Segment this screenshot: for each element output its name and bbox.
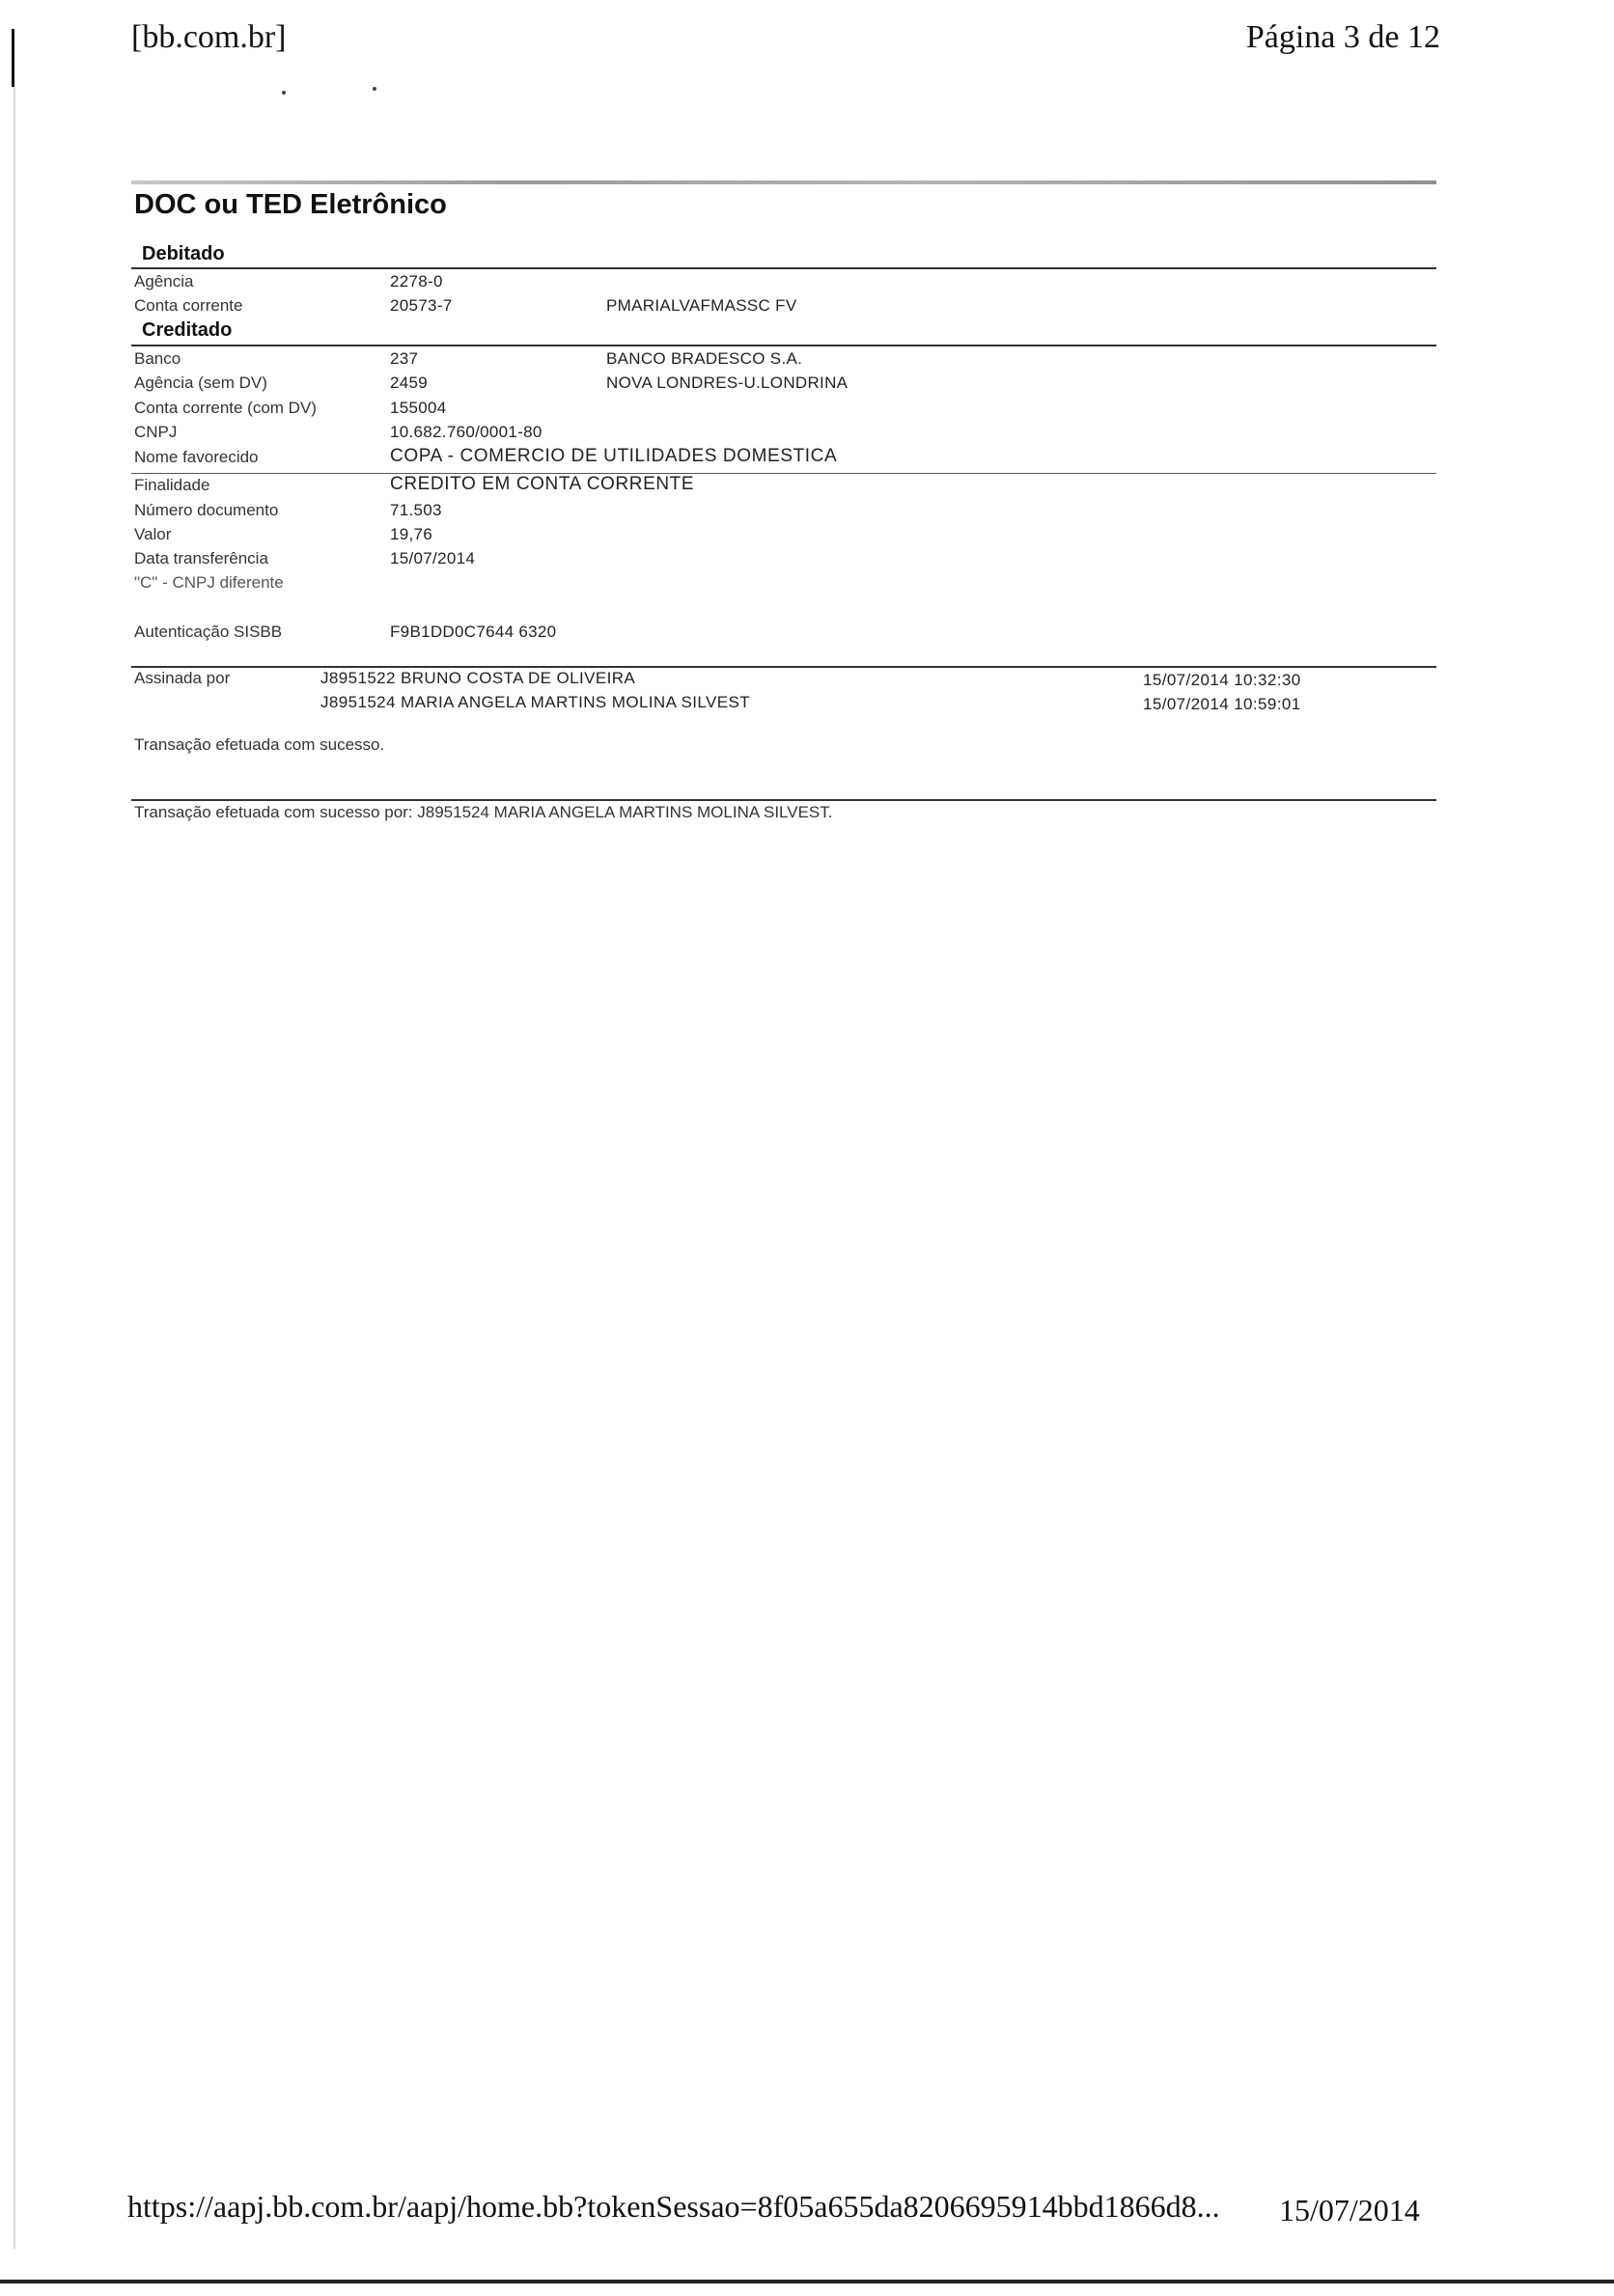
cnpj-note: "C" - CNPJ diferente: [134, 573, 284, 592]
numero-documento-value: 71.503: [390, 501, 442, 519]
data-transferencia-label: Data transferência: [134, 549, 268, 567]
cnpj-value: 10.682.760/0001-80: [390, 423, 543, 441]
nome-favorecido-value: COPA - COMERCIO DE UTILIDADES DOMESTICA: [390, 446, 838, 466]
divider: [131, 799, 1436, 801]
assinada-por-label: Assinada por: [134, 669, 231, 687]
nome-favorecido-label: Nome favorecido: [134, 448, 259, 466]
data-transferencia-value: 15/07/2014: [390, 549, 476, 567]
agencia-name: NOVA LONDRES-U.LONDRINA: [606, 373, 849, 392]
divider: [131, 345, 1436, 346]
valor-value: 19,76: [390, 525, 433, 543]
banco-code: 237: [390, 349, 419, 368]
title-rule: [131, 180, 1436, 184]
divider: [131, 666, 1436, 668]
scan-speck: [282, 91, 286, 95]
header-site: [bb.com.br]: [131, 19, 287, 55]
valor-label: Valor: [134, 525, 172, 543]
conta-com-dv-value: 155004: [390, 399, 447, 417]
document-title: DOC ou TED Eletrônico: [134, 189, 447, 220]
signer-timestamp: 15/07/2014 10:59:01: [1143, 695, 1301, 713]
finalidade-label: Finalidade: [134, 476, 210, 494]
agencia-value: 2278-0: [390, 272, 443, 290]
autenticacao-value: F9B1DD0C7644 6320: [390, 622, 557, 641]
autenticacao-label: Autenticação SISBB: [134, 622, 283, 641]
banco-name: BANCO BRADESCO S.A.: [606, 349, 803, 368]
status-message: Transação efetuada com sucesso.: [134, 735, 385, 754]
conta-corrente-value: 20573-7: [390, 296, 453, 315]
divider: [131, 473, 1436, 474]
scan-edge-bottom: [0, 2280, 1614, 2283]
agencia-sem-dv-value: 2459: [390, 373, 429, 392]
signer-name: J8951524 MARIA ANGELA MARTINS MOLINA SILVEST: [320, 693, 750, 711]
banco-label: Banco: [134, 349, 181, 368]
conta-corrente-label: Conta corrente: [134, 296, 243, 315]
conta-com-dv-label: Conta corrente (com DV): [134, 399, 317, 417]
footer-date: 15/07/2014: [1279, 2193, 1420, 2227]
scan-edge-mark: [12, 29, 14, 87]
header-page-number: Página 3 de 12: [1245, 19, 1440, 55]
signer-timestamp: 15/07/2014 10:32:30: [1143, 671, 1301, 689]
section-creditado: Creditado: [142, 319, 233, 341]
numero-documento-label: Número documento: [134, 501, 279, 519]
footer-url: https://aapj.bb.com.br/aapj/home.bb?tokenSessao=8f05a655da8206695914bbd1866d8...: [127, 2189, 1220, 2224]
scan-speck: [373, 87, 376, 91]
scan-edge-shadow: [14, 87, 15, 2249]
agencia-sem-dv-label: Agência (sem DV): [134, 373, 267, 392]
finalidade-value: CREDITO EM CONTA CORRENTE: [390, 474, 695, 494]
divider: [131, 267, 1436, 269]
final-status-message: Transação efetuada com sucesso por: J8951524 MARIA ANGELA MARTINS MOLINA SILVEST.: [134, 803, 833, 821]
section-debitado: Debitado: [142, 243, 225, 264]
cnpj-label: CNPJ: [134, 423, 178, 441]
agencia-label: Agência: [134, 272, 194, 290]
titular-value: PMARIALVAFMASSC FV: [606, 296, 797, 315]
signer-name: J8951522 BRUNO COSTA DE OLIVEIRA: [320, 669, 636, 687]
